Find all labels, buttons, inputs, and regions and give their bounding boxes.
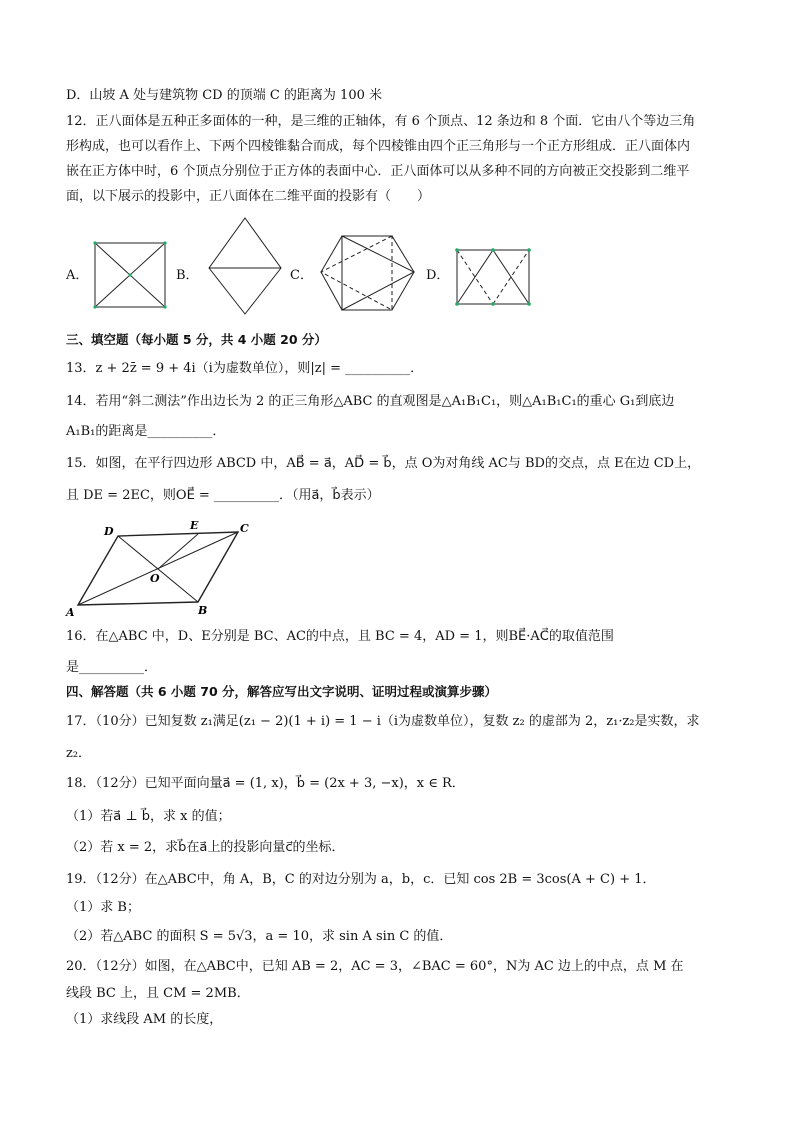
q12-line-2: 形构成，也可以看作上、下两个四棱锥黏合而成，每个四棱锥由四个正三角形与一个正方形组成．正八面体内 — [66, 139, 691, 154]
q13-text: 13．z + 2z̄ = 9 + 4i（i为虚数单位），则|z| = __________． — [66, 361, 424, 376]
option-c-label: C． — [290, 268, 313, 283]
option-a-label: A． — [66, 268, 89, 283]
q20-line-1: 20．（12分）如图，在△ABC中，已知 AB = 2，AC = 3，∠BAC = 60°，N为 AC 边上的中点，点 M 在 — [66, 959, 684, 974]
q18-text: 18．（12分）已知平面向量a⃗ = (1, x)，b⃗ = (2x + 3, −x)，x ∈ R． — [66, 776, 465, 791]
label-d: D — [104, 525, 114, 538]
label-a: A — [66, 606, 75, 618]
q12-line-3: 嵌在正方体中时，6 个顶点分别位于正方体的表面中心．正八面体可以从多种不同的方向被正交投影到二维平 — [66, 164, 690, 179]
q19-part-2: （2）若△ABC 的面积 S = 5√3，a = 10，求 sin A sin C 的值． — [66, 929, 453, 944]
q19-part-1: （1）求 B； — [66, 900, 140, 915]
projection-d-figure — [452, 244, 534, 308]
projection-a-figure — [90, 238, 170, 312]
option-d-label: D． — [426, 268, 450, 283]
q14-line-1: 14．若用“斜二测法”作出边长为 2 的正三角形△ABC 的直观图是△A₁B₁C₁，则△A₁B₁C₁的重心 G₁到底边 — [66, 394, 675, 409]
q16-line-1: 16．在△ABC 中，D、E分别是 BC、AC的中点，且 BC = 4，AD = 1，则BE⃗·AC⃗的取值范围 — [66, 629, 614, 644]
q16-line-2: 是__________． — [66, 660, 158, 675]
q14-line-2: A₁B₁的距离是__________． — [66, 424, 226, 439]
parallelogram-figure — [58, 518, 258, 618]
option-d-text: D．山坡 A 处与建筑物 CD 的顶端 C 的距离为 100 米 — [66, 88, 382, 103]
projection-c-figure — [317, 230, 417, 318]
q19-text: 19．（12分）在△ABC中，角 A，B，C 的对边分别为 a，b，c．已知 cos 2B = 3cos(A + C) + 1． — [66, 872, 656, 887]
option-b-label: B． — [176, 268, 199, 283]
q12-line-4: 面，以下展示的投影中，正八面体在二维平面的投影有（ ） — [66, 189, 431, 204]
q20-line-2: 线段 BC 上，且 CM = 2MB． — [66, 986, 250, 1001]
section-3-heading: 三、填空题（每小题 5 分，共 4 小题 20 分） — [66, 332, 327, 347]
label-e: E — [190, 519, 199, 532]
q18-part-1: （1）若a⃗ ⊥ b⃗，求 x 的值； — [66, 809, 231, 824]
projection-b-figure — [203, 214, 293, 318]
q17-line-1: 17．（10分）已知复数 z₁满足(z₁ − 2)(1 + i) = 1 − i（i为虚数单位），复数 z₂ 的虚部为 2，z₁·z₂是实数，求 — [66, 714, 700, 729]
q12-line-1: 12．正八面体是五种正多面体的一种，是三维的正轴体，有 6 个顶点、12 条边和 8 个面．它由八个等边三角 — [66, 114, 696, 129]
section-4-heading: 四、解答题（共 6 小题 70 分，解答应写出文字说明、证明过程或演算步骤） — [66, 684, 498, 699]
q20-part-1: （1）求线段 AM 的长度， — [66, 1012, 223, 1027]
q17-line-2: z₂． — [66, 746, 92, 761]
label-c: C — [240, 522, 249, 535]
label-b: B — [198, 604, 208, 617]
q18-part-2: （2）若 x = 2，求b⃗在a⃗上的投影向量c⃗的坐标． — [66, 840, 345, 855]
q15-line-1: 15．如图，在平行四边形 ABCD 中，AB⃗ = a⃗，AD⃗ = b⃗，点 O为对角线 AC与 BD的交点，点 E在边 CD上， — [66, 456, 701, 471]
label-o: O — [150, 572, 160, 585]
q15-line-2: 且 DE = 2EC，则OE⃗ = __________．（用a⃗，b⃗表示） — [66, 488, 380, 503]
